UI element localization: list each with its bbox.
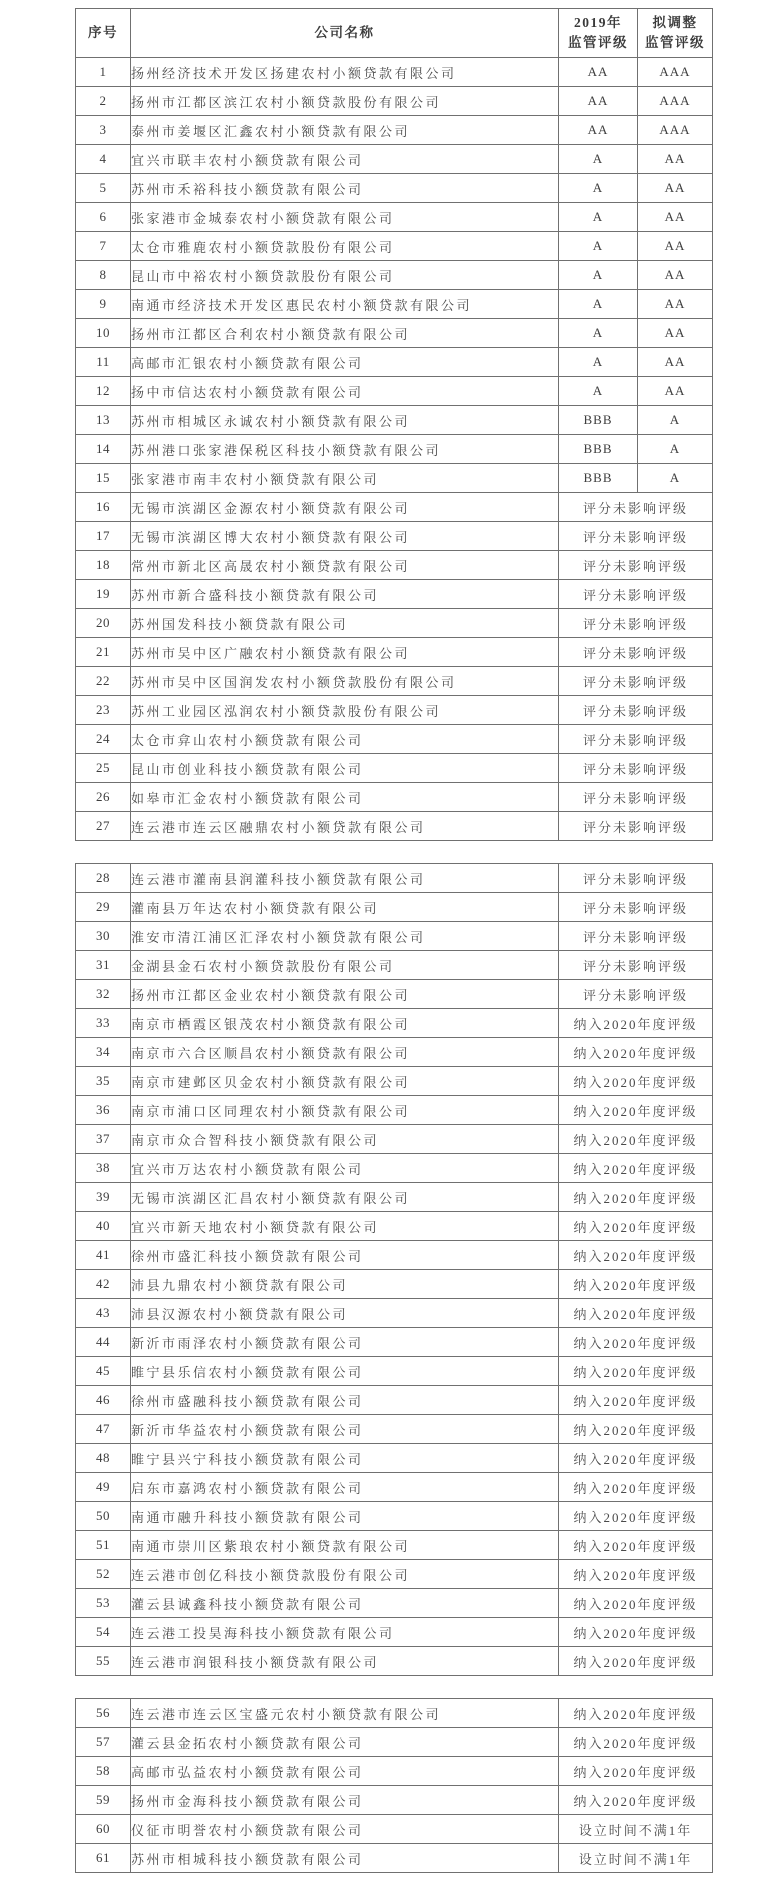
table-row bbox=[76, 319, 713, 348]
row-number-cell: 2 bbox=[76, 87, 131, 116]
company-name-cell: 扬中市信达农村小额贷款有限公司 bbox=[131, 377, 559, 406]
company-name-cell: 南京市众合智科技小额贷款有限公司 bbox=[131, 1125, 559, 1154]
table-row bbox=[76, 203, 713, 232]
company-name-cell: 苏州国发科技小额贷款有限公司 bbox=[131, 609, 559, 638]
company-name-cell: 仪征市明誉农村小额贷款有限公司 bbox=[131, 1815, 559, 1844]
company-name-cell: 无锡市滨湖区金源农村小额贷款有限公司 bbox=[131, 493, 559, 522]
table-row bbox=[76, 1502, 713, 1531]
table-row bbox=[76, 1531, 713, 1560]
header-rating-2019-line1: 2019年 bbox=[574, 15, 622, 31]
row-number-cell: 47 bbox=[76, 1415, 131, 1444]
rating-proposed-cell: AA bbox=[638, 319, 713, 348]
table-area bbox=[75, 8, 783, 1873]
table-row bbox=[76, 1386, 713, 1415]
rating-2019-cell: A bbox=[559, 232, 638, 261]
table-row bbox=[76, 435, 713, 464]
company-name-cell: 连云港市创亿科技小额贷款股份有限公司 bbox=[131, 1560, 559, 1589]
table-row bbox=[76, 812, 713, 841]
row-number-cell: 23 bbox=[76, 696, 131, 725]
rating-2019-cell: A bbox=[559, 290, 638, 319]
company-name-cell: 沛县汉源农村小额贷款有限公司 bbox=[131, 1299, 559, 1328]
table-row bbox=[76, 864, 713, 893]
table-row bbox=[76, 1009, 713, 1038]
company-name-cell: 灌南县万年达农村小额贷款有限公司 bbox=[131, 893, 559, 922]
table-row bbox=[76, 1647, 713, 1676]
merged-status-cell: 评分未影响评级 bbox=[559, 893, 713, 922]
company-name-cell: 扬州市金海科技小额贷款有限公司 bbox=[131, 1786, 559, 1815]
row-number-cell: 59 bbox=[76, 1786, 131, 1815]
rating-proposed-cell: AA bbox=[638, 377, 713, 406]
row-number-cell: 30 bbox=[76, 922, 131, 951]
row-number-cell: 19 bbox=[76, 580, 131, 609]
merged-status-cell: 评分未影响评级 bbox=[559, 812, 713, 841]
rating-proposed-cell: A bbox=[638, 435, 713, 464]
row-number-cell: 16 bbox=[76, 493, 131, 522]
row-number-cell: 55 bbox=[76, 1647, 131, 1676]
rating-2019-cell: AA bbox=[559, 87, 638, 116]
table-row bbox=[76, 951, 713, 980]
row-number-cell: 24 bbox=[76, 725, 131, 754]
company-name-cell: 张家港市南丰农村小额贷款有限公司 bbox=[131, 464, 559, 493]
merged-status-cell: 纳入2020年度评级 bbox=[559, 1241, 713, 1270]
row-number-cell: 56 bbox=[76, 1699, 131, 1728]
header-rating-proposed-line1: 拟调整 bbox=[652, 15, 698, 31]
row-number-cell: 42 bbox=[76, 1270, 131, 1299]
rating-proposed-cell: AAA bbox=[638, 87, 713, 116]
merged-status-cell: 纳入2020年度评级 bbox=[559, 1444, 713, 1473]
company-name-cell: 如皋市汇金农村小额贷款有限公司 bbox=[131, 783, 559, 812]
table-row bbox=[76, 638, 713, 667]
row-number-cell: 52 bbox=[76, 1560, 131, 1589]
rating-proposed-cell: AA bbox=[638, 290, 713, 319]
table-row bbox=[76, 1757, 713, 1786]
row-number-cell: 49 bbox=[76, 1473, 131, 1502]
row-number-cell: 37 bbox=[76, 1125, 131, 1154]
merged-status-cell: 纳入2020年度评级 bbox=[559, 1328, 713, 1357]
table-row bbox=[76, 1067, 713, 1096]
rating-2019-cell: A bbox=[559, 348, 638, 377]
rating-2019-cell: A bbox=[559, 174, 638, 203]
rating-proposed-cell: A bbox=[638, 406, 713, 435]
row-number-cell: 21 bbox=[76, 638, 131, 667]
company-name-cell: 睢宁县乐信农村小额贷款有限公司 bbox=[131, 1357, 559, 1386]
rating-proposed-cell: AA bbox=[638, 203, 713, 232]
merged-status-cell: 纳入2020年度评级 bbox=[559, 1473, 713, 1502]
rating-proposed-cell: AAA bbox=[638, 58, 713, 87]
row-number-cell: 44 bbox=[76, 1328, 131, 1357]
row-number-cell: 57 bbox=[76, 1728, 131, 1757]
company-name-cell: 常州市新北区高晟农村小额贷款有限公司 bbox=[131, 551, 559, 580]
merged-status-cell: 纳入2020年度评级 bbox=[559, 1038, 713, 1067]
merged-status-cell: 纳入2020年度评级 bbox=[559, 1125, 713, 1154]
row-number-cell: 26 bbox=[76, 783, 131, 812]
company-name-cell: 苏州港口张家港保税区科技小额贷款有限公司 bbox=[131, 435, 559, 464]
row-number-cell: 25 bbox=[76, 754, 131, 783]
company-name-cell: 灌云县诚鑫科技小额贷款有限公司 bbox=[131, 1589, 559, 1618]
company-name-cell: 扬州市江都区合利农村小额贷款有限公司 bbox=[131, 319, 559, 348]
row-number-cell: 11 bbox=[76, 348, 131, 377]
merged-status-cell: 纳入2020年度评级 bbox=[559, 1067, 713, 1096]
row-number-cell: 18 bbox=[76, 551, 131, 580]
row-number-cell: 6 bbox=[76, 203, 131, 232]
table-row bbox=[76, 1154, 713, 1183]
company-name-cell: 苏州市禾裕科技小额贷款有限公司 bbox=[131, 174, 559, 203]
merged-status-cell: 纳入2020年度评级 bbox=[559, 1502, 713, 1531]
table-row bbox=[76, 725, 713, 754]
table-row bbox=[76, 1038, 713, 1067]
rating-proposed-cell: AAA bbox=[638, 116, 713, 145]
rating-2019-cell: BBB bbox=[559, 464, 638, 493]
company-name-cell: 沛县九鼎农村小额贷款有限公司 bbox=[131, 1270, 559, 1299]
table-row bbox=[76, 1212, 713, 1241]
row-number-cell: 61 bbox=[76, 1844, 131, 1873]
table-segment-3 bbox=[75, 1698, 713, 1873]
company-name-cell: 新沂市雨泽农村小额贷款有限公司 bbox=[131, 1328, 559, 1357]
merged-status-cell: 评分未影响评级 bbox=[559, 638, 713, 667]
table-row bbox=[76, 58, 713, 87]
table-row bbox=[76, 1299, 713, 1328]
company-name-cell: 苏州市吴中区广融农村小额贷款有限公司 bbox=[131, 638, 559, 667]
merged-status-cell: 纳入2020年度评级 bbox=[559, 1415, 713, 1444]
row-number-cell: 20 bbox=[76, 609, 131, 638]
company-name-cell: 扬州市江都区金业农村小额贷款有限公司 bbox=[131, 980, 559, 1009]
table-row bbox=[76, 696, 713, 725]
table-row bbox=[76, 232, 713, 261]
company-name-cell: 宜兴市新天地农村小额贷款有限公司 bbox=[131, 1212, 559, 1241]
row-number-cell: 32 bbox=[76, 980, 131, 1009]
merged-status-cell: 纳入2020年度评级 bbox=[559, 1699, 713, 1728]
table-row bbox=[76, 980, 713, 1009]
merged-status-cell: 纳入2020年度评级 bbox=[559, 1531, 713, 1560]
row-number-cell: 35 bbox=[76, 1067, 131, 1096]
table-row bbox=[76, 261, 713, 290]
rating-2019-cell: AA bbox=[559, 58, 638, 87]
row-number-cell: 10 bbox=[76, 319, 131, 348]
row-number-cell: 31 bbox=[76, 951, 131, 980]
company-name-cell: 徐州市盛汇科技小额贷款有限公司 bbox=[131, 1241, 559, 1270]
company-name-cell: 扬州市江都区滨江农村小额贷款股份有限公司 bbox=[131, 87, 559, 116]
company-name-cell: 南通市经济技术开发区惠民农村小额贷款有限公司 bbox=[131, 290, 559, 319]
row-number-cell: 3 bbox=[76, 116, 131, 145]
row-number-cell: 33 bbox=[76, 1009, 131, 1038]
merged-status-cell: 纳入2020年度评级 bbox=[559, 1757, 713, 1786]
rating-proposed-cell: AA bbox=[638, 232, 713, 261]
row-number-cell: 22 bbox=[76, 667, 131, 696]
table-row bbox=[76, 1815, 713, 1844]
merged-status-cell: 纳入2020年度评级 bbox=[559, 1183, 713, 1212]
row-number-cell: 50 bbox=[76, 1502, 131, 1531]
company-name-cell: 张家港市金城泰农村小额贷款有限公司 bbox=[131, 203, 559, 232]
merged-status-cell: 评分未影响评级 bbox=[559, 493, 713, 522]
merged-status-cell: 纳入2020年度评级 bbox=[559, 1299, 713, 1328]
merged-status-cell: 评分未影响评级 bbox=[559, 783, 713, 812]
row-number-cell: 8 bbox=[76, 261, 131, 290]
company-name-cell: 苏州市相城科技小额贷款有限公司 bbox=[131, 1844, 559, 1873]
row-number-cell: 46 bbox=[76, 1386, 131, 1415]
row-number-cell: 27 bbox=[76, 812, 131, 841]
rating-2019-cell: BBB bbox=[559, 435, 638, 464]
merged-status-cell: 评分未影响评级 bbox=[559, 922, 713, 951]
table-row bbox=[76, 609, 713, 638]
row-number-cell: 41 bbox=[76, 1241, 131, 1270]
table-row bbox=[76, 116, 713, 145]
company-name-cell: 高邮市汇银农村小额贷款有限公司 bbox=[131, 348, 559, 377]
merged-status-cell: 纳入2020年度评级 bbox=[559, 1786, 713, 1815]
merged-status-cell: 纳入2020年度评级 bbox=[559, 1096, 713, 1125]
table-row bbox=[76, 87, 713, 116]
table-row bbox=[76, 1444, 713, 1473]
company-name-cell: 连云港市润银科技小额贷款有限公司 bbox=[131, 1647, 559, 1676]
merged-status-cell: 设立时间不满1年 bbox=[559, 1844, 713, 1873]
company-name-cell: 南京市浦口区同理农村小额贷款有限公司 bbox=[131, 1096, 559, 1125]
table-row bbox=[76, 1096, 713, 1125]
row-number-cell: 4 bbox=[76, 145, 131, 174]
table-row bbox=[76, 893, 713, 922]
merged-status-cell: 纳入2020年度评级 bbox=[559, 1618, 713, 1647]
row-number-cell: 13 bbox=[76, 406, 131, 435]
company-name-cell: 新沂市华益农村小额贷款有限公司 bbox=[131, 1415, 559, 1444]
merged-status-cell: 评分未影响评级 bbox=[559, 725, 713, 754]
table-row bbox=[76, 464, 713, 493]
header-col-rating-2019 bbox=[559, 9, 638, 58]
company-name-cell: 高邮市弘益农村小额贷款有限公司 bbox=[131, 1757, 559, 1786]
table-row bbox=[76, 174, 713, 203]
header-col-no: 序号 bbox=[76, 9, 131, 58]
merged-status-cell: 评分未影响评级 bbox=[559, 580, 713, 609]
table-row bbox=[76, 667, 713, 696]
merged-status-cell: 评分未影响评级 bbox=[559, 864, 713, 893]
merged-status-cell: 纳入2020年度评级 bbox=[559, 1560, 713, 1589]
row-number-cell: 29 bbox=[76, 893, 131, 922]
company-name-cell: 金湖县金石农村小额贷款股份有限公司 bbox=[131, 951, 559, 980]
row-number-cell: 17 bbox=[76, 522, 131, 551]
rating-proposed-cell: AA bbox=[638, 174, 713, 203]
header-rating-proposed-line2: 监管评级 bbox=[645, 35, 705, 50]
merged-status-cell: 纳入2020年度评级 bbox=[559, 1386, 713, 1415]
merged-status-cell: 评分未影响评级 bbox=[559, 522, 713, 551]
company-name-cell: 扬州经济技术开发区扬建农村小额贷款有限公司 bbox=[131, 58, 559, 87]
header-col-company: 公司名称 bbox=[131, 9, 559, 58]
rating-2019-cell: A bbox=[559, 319, 638, 348]
row-number-cell: 34 bbox=[76, 1038, 131, 1067]
table-row bbox=[76, 1357, 713, 1386]
merged-status-cell: 纳入2020年度评级 bbox=[559, 1154, 713, 1183]
company-name-cell: 徐州市盛融科技小额贷款有限公司 bbox=[131, 1386, 559, 1415]
row-number-cell: 12 bbox=[76, 377, 131, 406]
company-name-cell: 启东市嘉鸿农村小额贷款有限公司 bbox=[131, 1473, 559, 1502]
merged-status-cell: 纳入2020年度评级 bbox=[559, 1212, 713, 1241]
table-row bbox=[76, 1728, 713, 1757]
rating-proposed-cell: AA bbox=[638, 145, 713, 174]
header-rating-2019-line2: 监管评级 bbox=[568, 35, 628, 50]
row-number-cell: 36 bbox=[76, 1096, 131, 1125]
rating-proposed-cell: A bbox=[638, 464, 713, 493]
company-name-cell: 南京市栖霞区银茂农村小额贷款有限公司 bbox=[131, 1009, 559, 1038]
row-number-cell: 45 bbox=[76, 1357, 131, 1386]
header-row bbox=[76, 9, 713, 58]
table-row bbox=[76, 493, 713, 522]
table-row bbox=[76, 377, 713, 406]
rating-2019-cell: A bbox=[559, 377, 638, 406]
table-segment-2 bbox=[75, 863, 713, 1676]
rating-2019-cell: A bbox=[559, 203, 638, 232]
company-name-cell: 苏州市吴中区国润发农村小额贷款股份有限公司 bbox=[131, 667, 559, 696]
company-name-cell: 连云港市连云区宝盛元农村小额贷款有限公司 bbox=[131, 1699, 559, 1728]
table-row bbox=[76, 783, 713, 812]
rating-proposed-cell: AA bbox=[638, 348, 713, 377]
merged-status-cell: 评分未影响评级 bbox=[559, 951, 713, 980]
table-row bbox=[76, 1473, 713, 1502]
table-segment-1 bbox=[75, 8, 713, 841]
row-number-cell: 53 bbox=[76, 1589, 131, 1618]
company-name-cell: 淮安市清江浦区汇泽农村小额贷款有限公司 bbox=[131, 922, 559, 951]
company-name-cell: 昆山市中裕农村小额贷款股份有限公司 bbox=[131, 261, 559, 290]
company-name-cell: 南通市崇川区紫琅农村小额贷款有限公司 bbox=[131, 1531, 559, 1560]
merged-status-cell: 纳入2020年度评级 bbox=[559, 1009, 713, 1038]
table-row bbox=[76, 348, 713, 377]
table-row bbox=[76, 290, 713, 319]
company-name-cell: 苏州市相城区永诚农村小额贷款有限公司 bbox=[131, 406, 559, 435]
merged-status-cell: 设立时间不满1年 bbox=[559, 1815, 713, 1844]
table-row bbox=[76, 1618, 713, 1647]
rating-2019-cell: AA bbox=[559, 116, 638, 145]
table-row bbox=[76, 1183, 713, 1212]
table-row bbox=[76, 1699, 713, 1728]
merged-status-cell: 评分未影响评级 bbox=[559, 609, 713, 638]
company-name-cell: 南通市融升科技小额贷款有限公司 bbox=[131, 1502, 559, 1531]
table-row bbox=[76, 1270, 713, 1299]
table-row bbox=[76, 522, 713, 551]
table-row bbox=[76, 551, 713, 580]
table-row bbox=[76, 922, 713, 951]
table-row bbox=[76, 1786, 713, 1815]
rating-proposed-cell: AA bbox=[638, 261, 713, 290]
company-name-cell: 苏州工业园区泓润农村小额贷款股份有限公司 bbox=[131, 696, 559, 725]
table-row bbox=[76, 1328, 713, 1357]
table-row bbox=[76, 1415, 713, 1444]
company-name-cell: 太仓市雅鹿农村小额贷款股份有限公司 bbox=[131, 232, 559, 261]
row-number-cell: 5 bbox=[76, 174, 131, 203]
company-name-cell: 南京市六合区顺昌农村小额贷款有限公司 bbox=[131, 1038, 559, 1067]
table-row bbox=[76, 1844, 713, 1873]
table-row bbox=[76, 580, 713, 609]
header-col-rating-proposed bbox=[638, 9, 713, 58]
company-name-cell: 宜兴市万达农村小额贷款有限公司 bbox=[131, 1154, 559, 1183]
company-name-cell: 连云港工投昊海科技小额贷款有限公司 bbox=[131, 1618, 559, 1647]
table-row bbox=[76, 145, 713, 174]
merged-status-cell: 纳入2020年度评级 bbox=[559, 1728, 713, 1757]
row-number-cell: 40 bbox=[76, 1212, 131, 1241]
table-row bbox=[76, 1560, 713, 1589]
merged-status-cell: 评分未影响评级 bbox=[559, 667, 713, 696]
row-number-cell: 1 bbox=[76, 58, 131, 87]
merged-status-cell: 纳入2020年度评级 bbox=[559, 1647, 713, 1676]
company-name-cell: 睢宁县兴宁科技小额贷款有限公司 bbox=[131, 1444, 559, 1473]
row-number-cell: 43 bbox=[76, 1299, 131, 1328]
row-number-cell: 14 bbox=[76, 435, 131, 464]
table-row bbox=[76, 1589, 713, 1618]
row-number-cell: 38 bbox=[76, 1154, 131, 1183]
merged-status-cell: 评分未影响评级 bbox=[559, 980, 713, 1009]
rating-2019-cell: A bbox=[559, 261, 638, 290]
merged-status-cell: 纳入2020年度评级 bbox=[559, 1357, 713, 1386]
company-name-cell: 无锡市滨湖区博大农村小额贷款有限公司 bbox=[131, 522, 559, 551]
merged-status-cell: 评分未影响评级 bbox=[559, 754, 713, 783]
row-number-cell: 15 bbox=[76, 464, 131, 493]
table-row bbox=[76, 754, 713, 783]
row-number-cell: 51 bbox=[76, 1531, 131, 1560]
row-number-cell: 7 bbox=[76, 232, 131, 261]
company-name-cell: 泰州市姜堰区汇鑫农村小额贷款有限公司 bbox=[131, 116, 559, 145]
row-number-cell: 48 bbox=[76, 1444, 131, 1473]
rating-2019-cell: BBB bbox=[559, 406, 638, 435]
table-row bbox=[76, 1241, 713, 1270]
company-name-cell: 昆山市创业科技小额贷款有限公司 bbox=[131, 754, 559, 783]
company-name-cell: 南京市建邺区贝金农村小额贷款有限公司 bbox=[131, 1067, 559, 1096]
row-number-cell: 28 bbox=[76, 864, 131, 893]
company-name-cell: 宜兴市联丰农村小额贷款有限公司 bbox=[131, 145, 559, 174]
table-row bbox=[76, 406, 713, 435]
row-number-cell: 9 bbox=[76, 290, 131, 319]
row-number-cell: 39 bbox=[76, 1183, 131, 1212]
company-name-cell: 灌云县金拓农村小额贷款有限公司 bbox=[131, 1728, 559, 1757]
company-name-cell: 连云港市灌南县润灌科技小额贷款有限公司 bbox=[131, 864, 559, 893]
merged-status-cell: 纳入2020年度评级 bbox=[559, 1270, 713, 1299]
company-name-cell: 苏州市新合盛科技小额贷款有限公司 bbox=[131, 580, 559, 609]
company-name-cell: 连云港市连云区融鼎农村小额贷款有限公司 bbox=[131, 812, 559, 841]
row-number-cell: 60 bbox=[76, 1815, 131, 1844]
row-number-cell: 54 bbox=[76, 1618, 131, 1647]
rating-2019-cell: A bbox=[559, 145, 638, 174]
table-row bbox=[76, 1125, 713, 1154]
merged-status-cell: 评分未影响评级 bbox=[559, 696, 713, 725]
row-number-cell: 58 bbox=[76, 1757, 131, 1786]
company-name-cell: 太仓市弇山农村小额贷款有限公司 bbox=[131, 725, 559, 754]
merged-status-cell: 评分未影响评级 bbox=[559, 551, 713, 580]
company-name-cell: 无锡市滨湖区汇昌农村小额贷款有限公司 bbox=[131, 1183, 559, 1212]
merged-status-cell: 纳入2020年度评级 bbox=[559, 1589, 713, 1618]
